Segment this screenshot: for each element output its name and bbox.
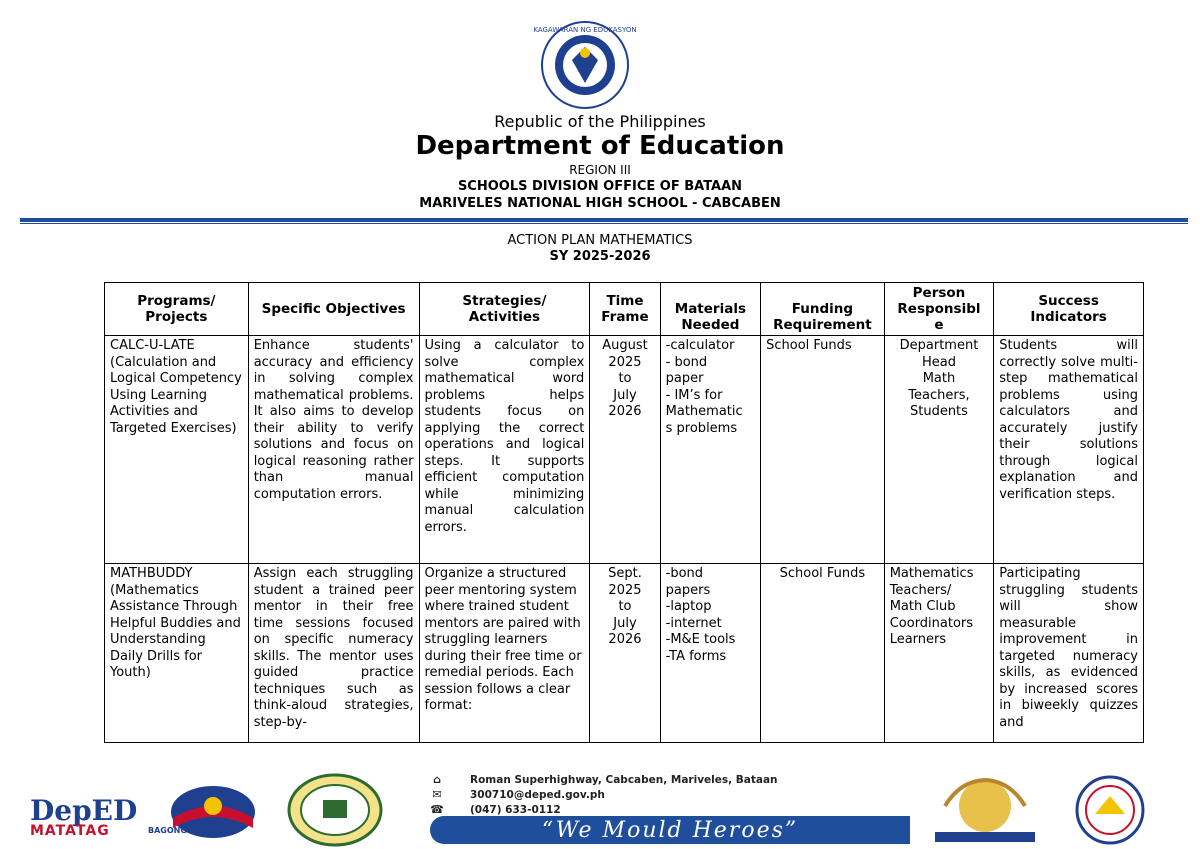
header-time-line1: Time (606, 293, 644, 309)
address-text: Roman Superhighway, Cabcaben, Mariveles, Bataan (470, 773, 778, 786)
header-strategies-line2: Activities (468, 309, 541, 325)
program-cell: CALC-U-LATE (Calculation and Logical Competency Using Learning Activities and Targeted Exercises) (105, 336, 249, 564)
header-funding-line1: Funding (791, 301, 854, 317)
objectives-cell: Enhance students' accuracy and efficiency in solving complex mathematical problems. It also aims to develop their ability to verify solutions and focus on logical reasoning rather than manual computation errors. (248, 336, 419, 564)
person-cell (884, 336, 994, 564)
person-line: Teachers/ (889, 582, 952, 598)
time-line: August (602, 338, 648, 353)
department-title: Department of Education (415, 131, 785, 161)
address-line (426, 772, 778, 787)
header-person-line3: e (934, 317, 944, 333)
region-line: REGION III (569, 163, 631, 177)
phone-line (426, 802, 778, 817)
excellence-seal-icon (1055, 774, 1165, 846)
material-line: s problems (665, 420, 738, 436)
header-strategies-line1: Strategies/ (462, 293, 547, 309)
material-line: - bond (665, 354, 708, 370)
header-success-line1: Success (1038, 293, 1099, 309)
materials-cell (660, 336, 760, 564)
bagong-pilipinas-text: BAGONG PILIPINAS (148, 826, 235, 835)
time-line: to (618, 599, 632, 614)
time-frame-cell (590, 564, 660, 743)
header-person (884, 283, 994, 336)
header-materials (660, 283, 760, 336)
person-line: Coordinators (889, 615, 974, 631)
division-line: SCHOOLS DIVISION OFFICE OF BATAAN (457, 179, 743, 194)
strategies-cell: Using a calculator to solve complex mathematical word problems helps students focus on applying the correct operations and logical steps. It supports efficient computation while minimizing manual calculation errors. (419, 336, 590, 564)
funding-cell: School Funds (761, 336, 885, 564)
success-cell: Participating struggling students will show measurable improvement in targeted numeracy skills, as evidenced by increased scores in biweekly quizzes and (994, 564, 1144, 743)
header-success-line2: Indicators (1030, 309, 1107, 325)
material-line: -bond (665, 566, 704, 581)
strategies-cell: Organize a structured peer mentoring system where trained student mentors are paired with struggling learners during their free time or remedial periods. Each session follows a clear format: (419, 564, 590, 743)
header-programs (105, 283, 249, 336)
person-line: Department (899, 338, 979, 353)
time-line: July (613, 387, 637, 403)
table-row (105, 336, 1144, 564)
success-cell: Students will correctly solve multi-step mathematical problems using calculators and accurately justify their solutions through logical explanation and verification steps. (994, 336, 1144, 564)
material-line: -calculator (665, 338, 735, 353)
table-header-row (105, 283, 1144, 336)
email-text: 300710@deped.gov.ph (470, 788, 605, 801)
time-line: 2026 (608, 632, 642, 647)
person-line: Math Club (889, 599, 956, 614)
email-icon: ✉ (432, 788, 442, 801)
motto-text: “We Mould Heroes” (541, 817, 799, 843)
objectives-cell: Assign each struggling student a trained peer mentor in their free time sessions focused on specific numeracy skills. The mentor uses guided practice techniques such as think-aloud strategies, step-by- (248, 564, 419, 743)
header-time-line2: Frame (601, 309, 649, 325)
table-row (105, 564, 1144, 743)
time-line: to (618, 371, 632, 386)
school-line: MARIVELES NATIONAL HIGH SCHOOL - CABCABEN (419, 196, 781, 211)
person-line: Learners (889, 632, 947, 647)
material-line: - IM’s for (665, 387, 723, 403)
program-cell: MATHBUDDY (Mathematics Assistance Through Helpful Buddies and Understanding Daily Drills for Youth) (105, 564, 249, 743)
deped-matatag-logo (30, 794, 137, 839)
header-person-line2: Responsibl (897, 301, 981, 317)
header-strategies (419, 283, 590, 336)
header-funding-line2: Requirement (773, 317, 872, 333)
contact-block (426, 772, 778, 817)
header-success (994, 283, 1144, 336)
header-person-line1: Person (912, 285, 966, 301)
footer (0, 764, 1200, 849)
school-seal-icon (285, 772, 385, 848)
time-line: Sept. (608, 566, 642, 581)
header-programs-line1: Programs/ (137, 293, 216, 309)
person-line: Students (909, 404, 968, 419)
material-line: -M&E tools (665, 632, 736, 647)
person-line: Head (921, 354, 956, 370)
deped-seal-icon (533, 20, 637, 110)
material-line: Mathematic (665, 404, 743, 419)
header-divider (20, 218, 1188, 222)
deped-logo-text: DepED (30, 794, 138, 827)
school-year: SY 2025-2026 (549, 249, 651, 264)
header-divider-thin (20, 223, 1188, 224)
material-line: -internet (665, 615, 722, 631)
action-plan-table (104, 282, 1144, 743)
header-programs-line2: Projects (145, 309, 208, 325)
phone-text: (047) 633-0112 (470, 803, 561, 816)
time-line: July (613, 615, 637, 631)
funding-cell: School Funds (761, 564, 885, 743)
material-line: papers (665, 582, 711, 598)
person-line: Mathematics (889, 566, 974, 581)
time-line: 2026 (608, 404, 642, 419)
material-line: -TA forms (665, 648, 727, 664)
time-line: 2025 (608, 582, 642, 598)
phone-icon: ☎ (430, 803, 444, 816)
bronze-award-icon (920, 776, 1050, 846)
document-title: ACTION PLAN MATHEMATICS (507, 233, 693, 248)
header-materials-line2: Needed (681, 317, 740, 333)
time-frame-cell (590, 336, 660, 564)
person-cell (884, 564, 994, 743)
email-line (426, 787, 778, 802)
materials-cell (660, 564, 760, 743)
material-line: -laptop (665, 599, 712, 614)
header-objectives: Specific Objectives (248, 283, 419, 336)
matatag-logo-text: MATATAG (30, 823, 110, 839)
time-line: 2025 (608, 354, 642, 370)
header-funding (761, 283, 885, 336)
bagong-pilipinas-logo-icon (158, 784, 268, 844)
person-line: Teachers, (908, 387, 970, 403)
location-icon: ⌂ (433, 773, 441, 786)
material-line: paper (665, 371, 704, 386)
person-line: Math (922, 371, 956, 386)
svg-text:KAGAWARAN NG EDUKASYON: KAGAWARAN NG EDUKASYON (533, 26, 637, 34)
header-materials-line1: Materials (674, 301, 746, 317)
header-time-frame (590, 283, 660, 336)
republic-line: Republic of the Philippines (494, 112, 706, 131)
